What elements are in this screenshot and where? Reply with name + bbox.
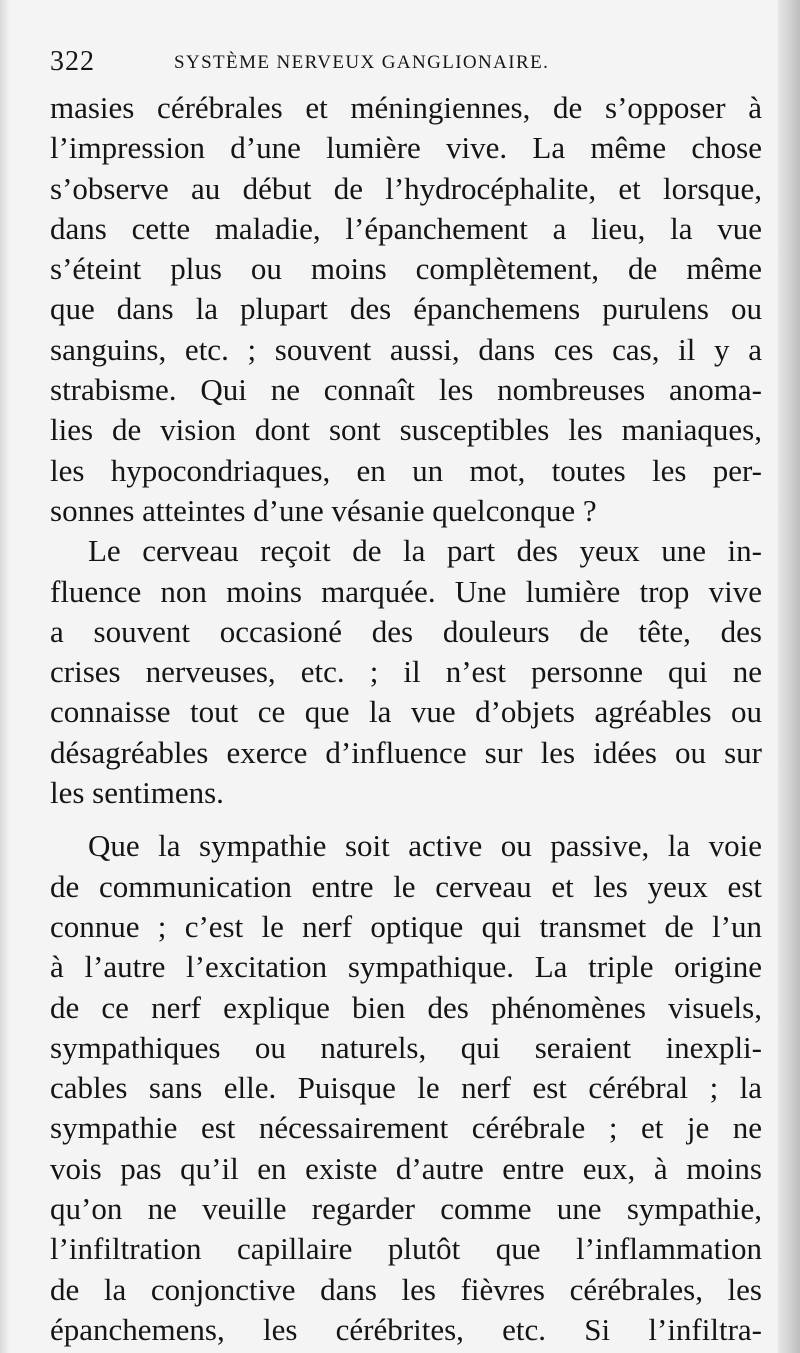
page-left-edge bbox=[0, 0, 10, 1353]
text-line: vois pas qu’il en existe d’autre entre eux, à moins bbox=[50, 1150, 762, 1186]
page-right-edge bbox=[778, 0, 800, 1353]
text-line: l’impression d’une lumière vive. La même chose bbox=[50, 130, 762, 166]
text-line: lies de vision dont sont susceptibles les maniaques, bbox=[50, 412, 762, 448]
text-line: Que la sympathie soit active ou passive, la voie bbox=[88, 828, 762, 864]
page-header bbox=[50, 44, 762, 88]
text-line: sympathie est nécessairement cérébrale ; et je ne bbox=[50, 1110, 762, 1146]
text-line: a souvent occasioné des douleurs de tête, des bbox=[50, 613, 762, 649]
text-line: fluence non moins marquée. Une lumière trop vive bbox=[50, 573, 762, 609]
paragraph bbox=[50, 88, 762, 531]
text-line: de communication entre le cerveau et les yeux est bbox=[50, 868, 762, 904]
text-line: connue ; c’est le nerf optique qui transmet de l’un bbox=[50, 908, 762, 944]
text-line: sonnes atteintes d’une vésanie quelconque ? bbox=[50, 492, 597, 528]
text-line: sanguins, etc. ; souvent aussi, dans ces cas, il y a bbox=[50, 331, 762, 367]
text-line: crises nerveuses, etc. ; il n’est personne qui ne bbox=[50, 654, 762, 690]
text-line: connaisse tout ce que la vue d’objets agréables ou bbox=[50, 694, 762, 730]
text-line: de la conjonctive dans les fièvres cérébrales, les bbox=[50, 1271, 762, 1307]
paragraph bbox=[50, 826, 762, 1350]
text-line: les sentimens. bbox=[50, 775, 224, 811]
running-title: SYSTÈME NERVEUX GANGLIONAIRE. bbox=[174, 52, 550, 73]
text-line: cables sans elle. Puisque le nerf est cérébral ; la bbox=[50, 1070, 762, 1106]
page-number: 322 bbox=[50, 46, 95, 77]
body-text bbox=[50, 88, 762, 1350]
text-line: désagréables exerce d’influence sur les idées ou sur bbox=[50, 734, 762, 770]
text-line: s’observe au début de l’hydrocéphalite, et lorsque, bbox=[50, 170, 762, 206]
text-line: masies cérébrales et méningiennes, de s’opposer à bbox=[50, 90, 762, 125]
text-line: que dans la plupart des épanchemens purulens ou bbox=[50, 291, 762, 327]
text-line: s’éteint plus ou moins complètement, de même bbox=[50, 251, 762, 287]
paragraph bbox=[50, 531, 762, 813]
text-line: les hypocondriaques, en un mot, toutes les per- bbox=[50, 452, 762, 488]
text-line: Le cerveau reçoit de la part des yeux une in- bbox=[88, 533, 762, 569]
text-line: de ce nerf explique bien des phénomènes visuels, bbox=[50, 989, 762, 1025]
text-line: épanchemens, les cérébrites, etc. Si l’infiltra- bbox=[50, 1311, 762, 1347]
text-line: strabisme. Qui ne connaît les nombreuses anoma- bbox=[50, 372, 762, 408]
text-line: l’infiltration capillaire plutôt que l’inflammation bbox=[50, 1231, 762, 1267]
text-line: qu’on ne veuille regarder comme une sympathie, bbox=[50, 1191, 762, 1227]
text-line: sympathiques ou naturels, qui seraient inexpli- bbox=[50, 1029, 762, 1065]
text-line: à l’autre l’excitation sympathique. La triple origine bbox=[50, 949, 762, 985]
book-page bbox=[50, 44, 762, 1350]
text-line: dans cette maladie, l’épanchement a lieu, la vue bbox=[50, 210, 762, 246]
